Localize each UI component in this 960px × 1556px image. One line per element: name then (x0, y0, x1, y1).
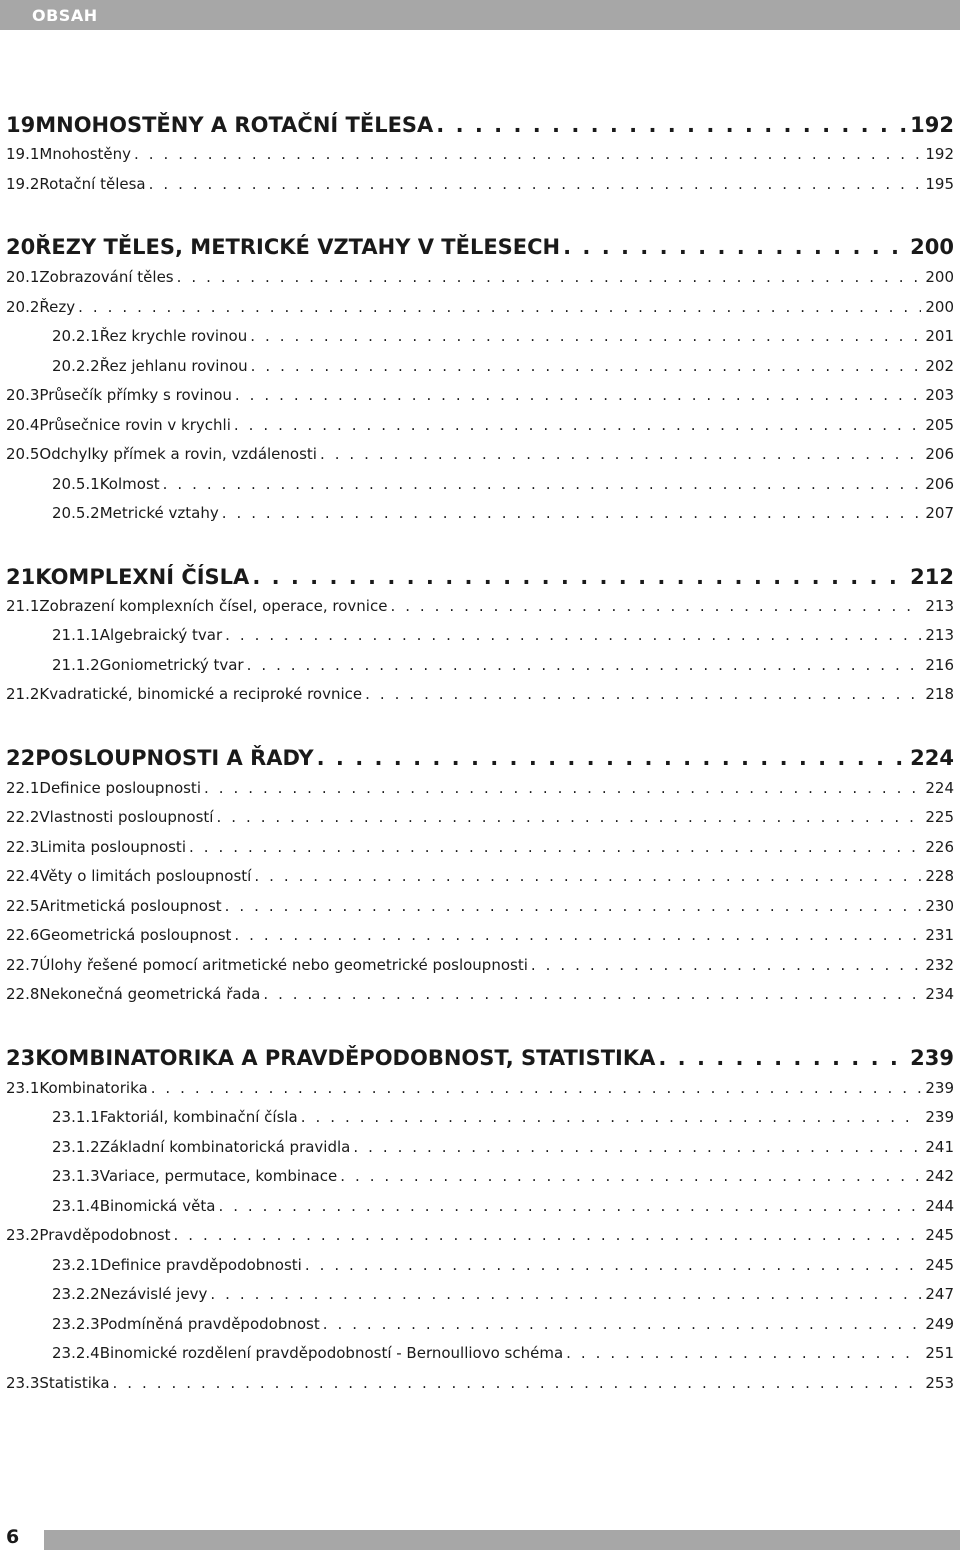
toc-section-19-2[interactable] (0, 175, 960, 205)
toc-title: Průsečík přímky s rovinou (39, 386, 232, 404)
dot-leader (235, 386, 921, 404)
toc-page: 200 (925, 298, 954, 316)
toc-section-23-3[interactable] (0, 1374, 960, 1404)
toc-section-20-2[interactable] (0, 298, 960, 328)
toc-page: 216 (925, 656, 954, 674)
page-title: OBSAH (32, 6, 98, 25)
toc-title: POSLOUPNOSTI A ŘADY (35, 746, 314, 770)
toc-title: Variace, permutace, kombinace (99, 1167, 338, 1185)
toc-title: Zobrazování těles (39, 268, 174, 286)
dot-leader (263, 985, 921, 1003)
toc-page: 228 (925, 867, 954, 885)
dot-leader (177, 268, 922, 286)
toc-page: 245 (925, 1226, 954, 1244)
toc-number: 22.7 (6, 956, 40, 974)
toc-subsection-21-1-1[interactable] (0, 626, 960, 656)
dot-leader (222, 504, 922, 522)
toc-title: MNOHOSTĚNY A ROTAČNÍ TĚLESA (35, 113, 434, 137)
dot-leader (317, 746, 907, 770)
toc-number: 20.2.1 (52, 327, 100, 345)
toc-page: 192 (925, 145, 954, 163)
toc-title: Zobrazení komplexních čísel, operace, rovnice (39, 597, 388, 615)
toc-title: Základní kombinatorická pravidla (99, 1138, 351, 1156)
toc-subsection-23-2-4[interactable] (0, 1344, 960, 1374)
toc-chapter-21[interactable] (0, 565, 960, 595)
toc-page: 213 (925, 597, 954, 615)
toc-number: 19 (6, 113, 36, 137)
toc-title: Podmíněná pravděpodobnost (99, 1315, 320, 1333)
dot-leader (563, 235, 906, 259)
toc-title: ŘEZY TĚLES, METRICKÉ VZTAHY V TĚLESECH (35, 235, 561, 259)
toc-title: Řez jehlanu rovinou (99, 357, 248, 375)
toc-number: 22.2 (6, 808, 40, 826)
toc-title: Kolmost (99, 475, 160, 493)
dot-leader (234, 926, 921, 944)
toc-number: 23.2.2 (52, 1285, 100, 1303)
toc-section-22-3[interactable] (0, 838, 960, 868)
footer-bar (44, 1530, 960, 1550)
toc-number: 20.2 (6, 298, 40, 316)
toc-subsection-23-2-2[interactable] (0, 1285, 960, 1315)
toc-chapter-19[interactable] (0, 113, 960, 143)
header-bar (0, 0, 960, 30)
toc-title: Definice posloupnosti (39, 779, 201, 797)
dot-leader (78, 298, 921, 316)
dot-leader (216, 808, 921, 826)
toc-number: 20 (6, 235, 36, 259)
dot-leader (305, 1256, 922, 1274)
dot-leader (254, 867, 921, 885)
toc-number: 21.1 (6, 597, 40, 615)
dot-leader (225, 626, 921, 644)
toc-number: 23.1.2 (52, 1138, 100, 1156)
toc-number: 19.2 (6, 175, 40, 193)
toc-page: 200 (925, 268, 954, 286)
toc-number: 20.5 (6, 445, 40, 463)
toc-subsection-23-1-2[interactable] (0, 1138, 960, 1168)
toc-subsection-20-5-1[interactable] (0, 475, 960, 505)
toc-section-23-2[interactable] (0, 1226, 960, 1256)
toc-page: 206 (925, 445, 954, 463)
toc-number: 23.1.4 (52, 1197, 100, 1215)
toc-number: 23.2 (6, 1226, 40, 1244)
toc-page: 247 (925, 1285, 954, 1303)
dot-leader (436, 113, 906, 137)
dot-leader (353, 1138, 921, 1156)
toc-number: 20.5.1 (52, 475, 100, 493)
dot-leader (252, 565, 906, 589)
toc-number: 23 (6, 1046, 36, 1070)
toc-page: 245 (925, 1256, 954, 1274)
toc-title: Statistika (39, 1374, 110, 1392)
toc-number: 20.5.2 (52, 504, 100, 522)
dot-leader (320, 445, 921, 463)
toc-title: Kombinatorika (39, 1079, 148, 1097)
dot-leader (531, 956, 921, 974)
toc-title: Věty o limitách posloupností (39, 867, 252, 885)
dot-leader (234, 416, 921, 434)
toc-page: 239 (925, 1079, 954, 1097)
toc-section-22-6[interactable] (0, 926, 960, 956)
toc-page: 212 (910, 565, 954, 589)
toc-subsection-20-5-2[interactable] (0, 504, 960, 534)
toc-page: 224 (910, 746, 954, 770)
toc-title: KOMPLEXNÍ ČÍSLA (35, 565, 250, 589)
toc-title: KOMBINATORIKA A PRAVDĚPODOBNOST, STATISTIKA (35, 1046, 656, 1070)
toc-subsection-23-1-1[interactable] (0, 1108, 960, 1138)
toc-page: 232 (925, 956, 954, 974)
toc-page: 231 (925, 926, 954, 944)
toc-page: 202 (925, 357, 954, 375)
dot-leader (301, 1108, 922, 1126)
toc-section-22-4[interactable] (0, 867, 960, 897)
toc-number: 22.4 (6, 867, 40, 885)
toc-number: 20.3 (6, 386, 40, 404)
toc-title: Průsečnice rovin v krychli (39, 416, 231, 434)
toc-number: 19.1 (6, 145, 40, 163)
toc-title: Kvadratické, binomické a reciproké rovnice (39, 685, 363, 703)
toc-subsection-20-2-2[interactable] (0, 357, 960, 387)
toc-page: 244 (925, 1197, 954, 1215)
toc-page: 241 (925, 1138, 954, 1156)
toc-section-23-1[interactable] (0, 1079, 960, 1109)
toc-title: Mnohostěny (39, 145, 132, 163)
toc-page: 201 (925, 327, 954, 345)
toc-number: 23.2.1 (52, 1256, 100, 1274)
toc-section-20-5[interactable] (0, 445, 960, 475)
toc-chapter-22[interactable] (0, 746, 960, 776)
toc-page: 234 (925, 985, 954, 1003)
toc-number: 21.1.1 (52, 626, 100, 644)
toc-number: 23.2.4 (52, 1344, 100, 1362)
toc-section-21-1[interactable] (0, 597, 960, 627)
toc-page: 213 (925, 626, 954, 644)
dot-leader (251, 357, 922, 375)
toc-number: 20.2.2 (52, 357, 100, 375)
toc-section-22-8[interactable] (0, 985, 960, 1015)
toc-section-22-2[interactable] (0, 808, 960, 838)
toc-title: Geometrická posloupnost (39, 926, 232, 944)
toc-page: 251 (925, 1344, 954, 1362)
toc-page: 224 (925, 779, 954, 797)
dot-leader (134, 145, 921, 163)
toc-section-22-7[interactable] (0, 956, 960, 986)
toc-number: 23.3 (6, 1374, 40, 1392)
toc-number: 22.5 (6, 897, 40, 915)
toc-page: 195 (925, 175, 954, 193)
toc-page: 206 (925, 475, 954, 493)
toc-page: 205 (925, 416, 954, 434)
toc-number: 23.1 (6, 1079, 40, 1097)
toc-title: Algebraický tvar (99, 626, 223, 644)
dot-leader (323, 1315, 922, 1333)
toc-title: Vlastnosti posloupností (39, 808, 214, 826)
dot-leader (210, 1285, 921, 1303)
toc-page: 218 (925, 685, 954, 703)
toc-section-19-1[interactable] (0, 145, 960, 175)
dot-leader (113, 1374, 922, 1392)
toc-number: 23.1.3 (52, 1167, 100, 1185)
toc-subsection-23-1-3[interactable] (0, 1167, 960, 1197)
toc-title: Řez krychle rovinou (99, 327, 248, 345)
toc-number: 21 (6, 565, 36, 589)
toc-page: 242 (925, 1167, 954, 1185)
toc-title: Nezávislé jevy (99, 1285, 208, 1303)
toc-number: 22.6 (6, 926, 40, 944)
toc-subsection-23-2-1[interactable] (0, 1256, 960, 1286)
toc-title: Definice pravděpodobnosti (99, 1256, 302, 1274)
toc-section-22-5[interactable] (0, 897, 960, 927)
toc-title: Limita posloupnosti (39, 838, 186, 856)
dot-leader (189, 838, 921, 856)
toc-number: 22 (6, 746, 36, 770)
dot-leader (340, 1167, 921, 1185)
toc-page: 203 (925, 386, 954, 404)
toc-page: 249 (925, 1315, 954, 1333)
toc-subsection-21-1-2[interactable] (0, 656, 960, 686)
toc-title: Aritmetická posloupnost (39, 897, 222, 915)
toc-number: 20.1 (6, 268, 40, 286)
toc-chapter-23[interactable] (0, 1046, 960, 1076)
toc-title: Binomické rozdělení pravděpodobností - Bernoulliovo schéma (99, 1344, 564, 1362)
toc-title: Úlohy řešené pomocí aritmetické nebo geometrické posloupnosti (39, 956, 528, 974)
dot-leader (247, 656, 922, 674)
toc-title: Goniometrický tvar (99, 656, 244, 674)
dot-leader (204, 779, 921, 797)
toc-page: 226 (925, 838, 954, 856)
toc-number: 20.4 (6, 416, 40, 434)
toc-page: 225 (925, 808, 954, 826)
dot-leader (173, 1226, 921, 1244)
dot-leader (658, 1046, 906, 1070)
toc-title: Binomická věta (99, 1197, 216, 1215)
dot-leader (149, 175, 922, 193)
dot-leader (151, 1079, 922, 1097)
toc-number: 23.1.1 (52, 1108, 100, 1126)
toc-title: Nekonečná geometrická řada (39, 985, 261, 1003)
toc-page: 230 (925, 897, 954, 915)
dot-leader (250, 327, 921, 345)
toc-number: 23.2.3 (52, 1315, 100, 1333)
toc-title: Faktoriál, kombinační čísla (99, 1108, 298, 1126)
toc-page: 192 (910, 113, 954, 137)
toc-page: 239 (925, 1108, 954, 1126)
toc-title: Rotační tělesa (39, 175, 146, 193)
toc-number: 21.2 (6, 685, 40, 703)
toc-subsection-23-1-4[interactable] (0, 1197, 960, 1227)
dot-leader (225, 897, 922, 915)
dot-leader (390, 597, 921, 615)
toc-page: 253 (925, 1374, 954, 1392)
toc-subsection-20-2-1[interactable] (0, 327, 960, 357)
dot-leader (566, 1344, 921, 1362)
toc-number: 22.1 (6, 779, 40, 797)
footer-page-number: 6 (6, 1526, 20, 1548)
toc-section-20-4[interactable] (0, 416, 960, 446)
toc-section-22-1[interactable] (0, 779, 960, 809)
toc-title: Řezy (39, 298, 76, 316)
toc-section-21-2[interactable] (0, 685, 960, 715)
dot-leader (163, 475, 922, 493)
toc-title: Pravděpodobnost (39, 1226, 171, 1244)
toc-page: 239 (910, 1046, 954, 1070)
toc-page: 207 (925, 504, 954, 522)
toc-number: 21.1.2 (52, 656, 100, 674)
toc-page: 200 (910, 235, 954, 259)
dot-leader (218, 1197, 921, 1215)
toc-subsection-23-2-3[interactable] (0, 1315, 960, 1345)
toc-number: 22.8 (6, 985, 40, 1003)
toc-title: Odchylky přímek a rovin, vzdálenosti (39, 445, 317, 463)
toc-section-20-3[interactable] (0, 386, 960, 416)
toc-section-20-1[interactable] (0, 268, 960, 298)
toc-title: Metrické vztahy (99, 504, 219, 522)
toc-number: 22.3 (6, 838, 40, 856)
dot-leader (365, 685, 921, 703)
toc-chapter-20[interactable] (0, 235, 960, 265)
